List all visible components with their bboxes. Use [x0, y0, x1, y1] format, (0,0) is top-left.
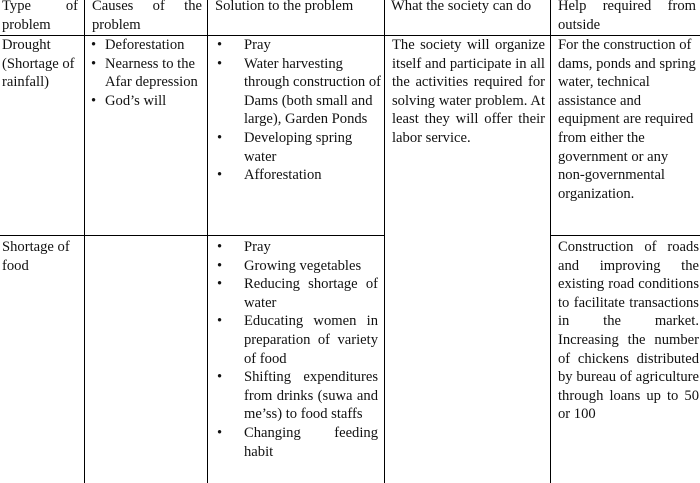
- list-item: • Developing spring water: [212, 129, 382, 166]
- list-item: • God’s will: [91, 92, 203, 111]
- list-item: • Shifting expenditures from drinks (suwa and me’ss) to food staffs: [212, 368, 378, 424]
- list-item: • Water harvesting through construction of Dams (both small and large), Garden Ponds: [212, 55, 382, 129]
- problem-type-food: Shortage of food: [2, 239, 70, 274]
- list-item: • Nearness to the Afar depression: [91, 55, 203, 92]
- problem-type-drought: Drought (Shortage of rainfall): [2, 37, 75, 91]
- col-divider-1: [84, 0, 85, 483]
- col-divider-4: [550, 0, 551, 483]
- society-action: The society will organize itself and participate in all the activities required for solving water problem. At least they will offer their labor service.: [392, 37, 545, 146]
- row-divider-1b: [550, 235, 700, 236]
- help-food: Construction of roads and improving the existing road conditions to facilitate transactions in the market. Increasing the number of chickens distributed by bureau of agriculture through loans up to 50 or 100: [558, 239, 699, 423]
- row-divider-1a: [0, 235, 384, 236]
- help-drought: For the construction of dams, ponds and spring water, technical assistance and equipment are required from either the government or any non-governmental organization.: [558, 37, 696, 202]
- header-help: Help required from outside: [558, 0, 696, 33]
- header-society: What the society can do: [391, 0, 532, 14]
- solutions-list-food: [212, 238, 378, 461]
- col-divider-3: [384, 0, 385, 483]
- list-item: • Pray: [212, 238, 378, 257]
- list-item: • Educating women in preparation of variety of food: [212, 312, 378, 368]
- list-item: • Changing feeding habit: [212, 424, 378, 461]
- list-item: • Growing vegetables: [212, 257, 378, 276]
- col-divider-2: [207, 0, 208, 483]
- solutions-list-drought: [212, 36, 382, 185]
- causes-list-drought: [91, 36, 203, 110]
- header-causes: Causes of the problem: [92, 0, 202, 33]
- list-item: • Pray: [212, 36, 382, 55]
- list-item: • Deforestation: [91, 36, 203, 55]
- header-solution: Solution to the problem: [215, 0, 354, 14]
- list-item: • Afforestation: [212, 166, 382, 185]
- header-type-of-problem: Type of problem: [2, 0, 78, 33]
- list-item: • Reducing shortage of water: [212, 275, 378, 312]
